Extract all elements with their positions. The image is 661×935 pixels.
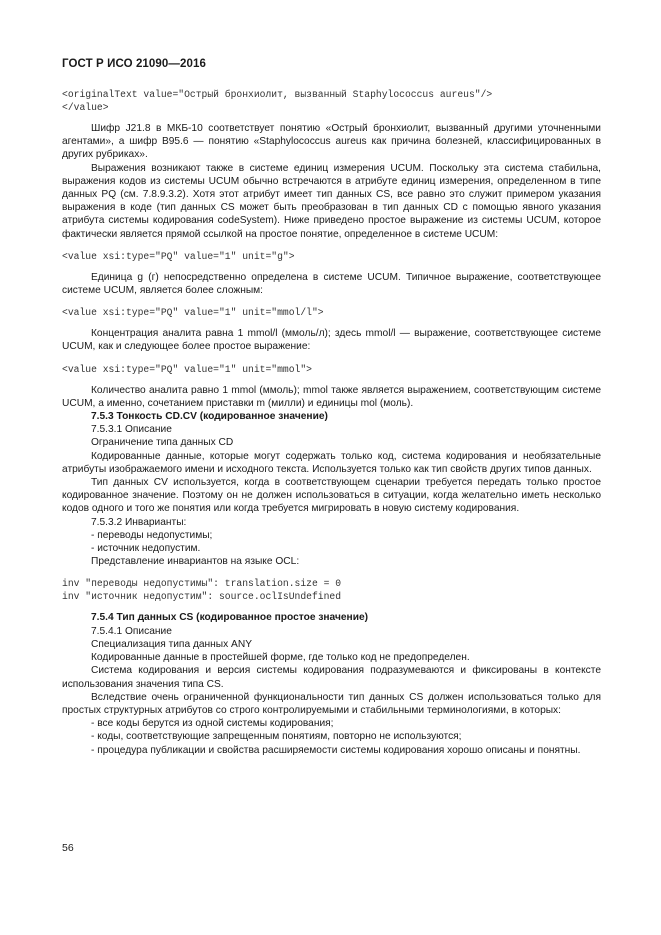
invariant-item: - источник недопустим.: [91, 543, 201, 555]
paragraph-cs-limits: Вследствие очень ограниченной функциональности тип данных CS должен использоваться только для простых структурных атрибутов со строго контролируемыми и стабильными терминологиями, в которых:: [62, 691, 601, 716]
code-example-mmol: <value xsi:type="PQ" value="1" unit="mmol">: [62, 363, 312, 375]
code-block-original-text: [62, 88, 601, 114]
standard-header: ГОСТ Р ИСО 21090—2016: [62, 58, 207, 70]
list-item: - все коды берутся из одной системы кодирования;: [91, 718, 334, 730]
paragraph-mmol-l: Концентрация аналита равна 1 mmol/l (ммоль/л); здесь mmol/l — выражение, соответствующее системе UCUM, как и следующее более простое выражение:: [62, 328, 601, 353]
invariant-item: - переводы недопустимы;: [91, 529, 213, 541]
code-line: <originalText value="Острый бронхиолит, вызванный Staphylococcus aureus"/>: [62, 89, 493, 100]
ocl-intro: Представление инвариантов на языке OCL:: [91, 556, 300, 568]
code-line: inv "переводы недопустимы": translation.size = 0: [62, 578, 342, 590]
code-example-mmol-l: <value xsi:type="PQ" value="1" unit="mmol/l">: [62, 307, 324, 319]
section-heading-7-5-3: 7.5.3 Тонкость CD.CV (кодированное значение): [91, 411, 328, 423]
paragraph-icd10: Шифр J21.8 в МКБ-10 соответствует понятию «Острый бронхиолит, вызванный другими уточненными агентами», а шифр B95.6 — понятию «Staphylococcus aureus как причина болезней, классифицированных в других рубриках».: [62, 123, 601, 161]
code-line: </value>: [62, 102, 109, 113]
page-content: [62, 88, 601, 757]
paragraph-unit-g: Единица g (г) непосредственно определена в системе UCUM. Типичное выражение, соответствующее системе UCUM, является более сложным:: [62, 271, 601, 297]
code-example-g: <value xsi:type="PQ" value="1" unit="g">: [62, 250, 295, 262]
code-block-ocl: [62, 577, 601, 603]
subsection-7-5-3-1: 7.5.3.1 Описание: [91, 424, 172, 436]
paragraph-cv-usage: Тип данных CV используется, когда в соответствующем сценарии требуется передать только простое кодированное значение. Поэтому он не должен использоваться в ситуации, когда желательно иметь несколько кодов одного и того же понятия или когда требуется мигрировать в новую систему кодирования.: [62, 477, 601, 515]
subsection-7-5-3-2: 7.5.3.2 Инварианты:: [91, 516, 187, 528]
paragraph-cs-context: Система кодирования и версия системы кодирования подразумеваются и фиксированы в контексте использования значения типа CS.: [62, 665, 601, 690]
paragraph-ucum-intro: Выражения возникают также в системе единиц измерения UCUM. Поскольку эта система стабильна, выражения кодов из системы UCUM обычно встречаются в атрибуте единиц измерения, определенном в типе данных PQ (см. 7.8.9.3.2). Хотя этот атрибут имеет тип данных CS, все равно это служит примером указания выражения в коде (тип данных CS может быть преобразован в тип данных CD с помощью явного указания атрибута системы кодирования codeSystem). Ниже приведено простое выражение из системы UCUM, которое фактически является прямой ссылкой на простое понятие, определенное в системе UCUM:: [62, 162, 601, 240]
section-heading-7-5-4: 7.5.4 Тип данных CS (кодированное простое значение): [91, 612, 369, 624]
list-item: - коды, соответствующие запрещенным понятиям, повторно не используются;: [91, 731, 462, 743]
paragraph-cv-data: Кодированные данные, которые могут содержать только код, система кодирования и необязательные атрибуты изображаемого имени и исходного текста. Используется только как тип свойств других типов данных.: [62, 450, 601, 475]
paragraph-mmol: Количество аналита равно 1 mmol (ммоль); mmol также является выражением, соответствующим системе UCUM, а именно, сочетанием приставки m (милли) и единицы mol (моль).: [62, 384, 601, 409]
subsection-7-5-4-1: 7.5.4.1 Описание: [91, 625, 172, 637]
code-line: inv "источник недопустим": source.oclIsUndefined: [62, 591, 342, 603]
list-item: - процедура публикации и свойства расширяемости системы кодирования хорошо описаны и понятны.: [91, 744, 581, 756]
specialization-line: Специализация типа данных ANY: [91, 638, 253, 650]
cs-definition-line: Кодированные данные в простейшей форме, где только код не предопределен.: [91, 652, 470, 664]
restriction-line: Ограничение типа данных CD: [91, 437, 234, 449]
page-number: 56: [62, 842, 74, 854]
